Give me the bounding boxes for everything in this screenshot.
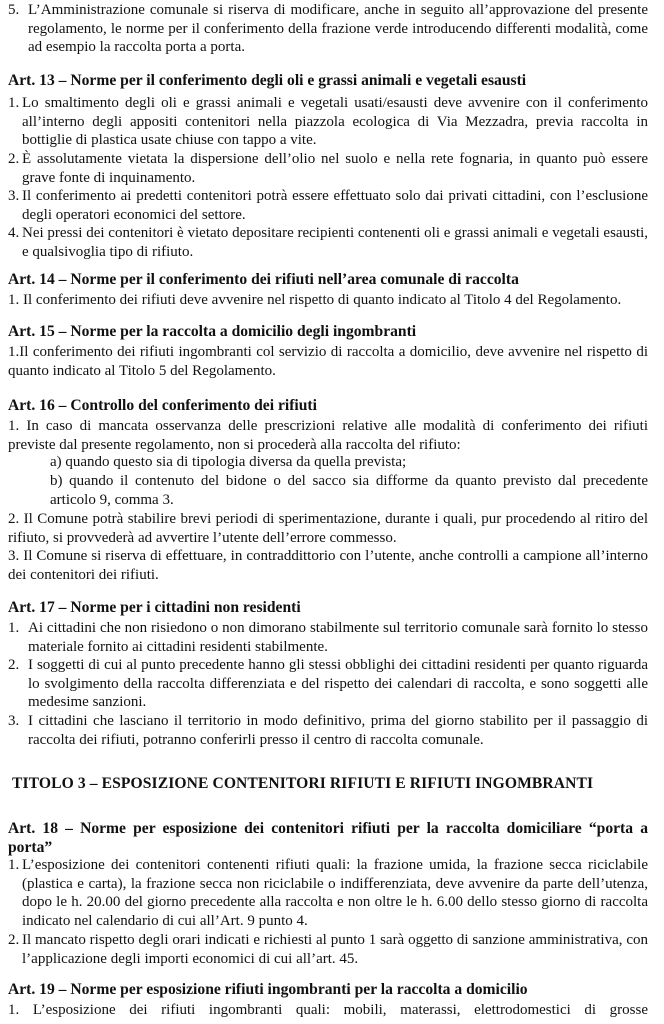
sub-item: b) quando il contenuto del bidone o del sacco sia difforme da quanto previsto dal precedente articolo 9, comma 3. <box>50 473 648 508</box>
item-number: 5. <box>8 2 20 18</box>
item-text: Il mancato rispetto degli orari indicati e richiesti al punto 1 sarà oggetto di sanzione amministrativa, con l’applicazione degli importi economici di cui all’art. 45. <box>22 932 648 967</box>
article-title: Art. 15 – Norme per la raccolta a domicilio degli ingombranti <box>8 323 417 340</box>
item-number: 2. <box>8 151 20 167</box>
list-item <box>8 1 648 57</box>
item-number: 3. <box>8 188 20 204</box>
article-title: Art. 18 – Norme per esposizione dei contenitori rifiuti per la raccolta domiciliare “porta a porta” <box>8 820 648 856</box>
list-item <box>8 712 648 749</box>
item-number: 1. <box>8 95 20 111</box>
article-title: Art. 16 – Controllo del conferimento dei rifiuti <box>8 397 317 414</box>
list-item <box>8 656 648 712</box>
section-heading: TITOLO 3 – ESPOSIZIONE CONTENITORI RIFIUTI E RIFIUTI INGOMBRANTI <box>12 775 594 792</box>
article-paragraph: 1. In caso di mancata osservanza delle prescrizioni relative alle modalità di conferimento dei rifiuti previste dal presente regolamento, non si procederà alla raccolta del rifiuto: <box>8 418 648 453</box>
article-text: 1.Il conferimento dei rifiuti ingombranti col servizio di raccolta a domicilio, deve avvenire nel rispetto di quanto indicato al Titolo 5 del Regolamento. <box>8 344 648 379</box>
article-text: 1. Il conferimento dei rifiuti deve avvenire nel rispetto di quanto indicato al Titolo 4 del Regolamento. <box>8 292 622 308</box>
item-number: 3. <box>8 713 20 729</box>
item-text: Lo smaltimento degli oli e grassi animali e vegetali usati/esausti deve avvenire con il conferimento all’interno degli appositi contenitori nella piazzola ecologica di Via Mezzadra, previa raccolta in bottiglie di plastica usate chiuse con tappo a vite. <box>22 95 648 148</box>
article-title: Art. 17 – Norme per i cittadini non residenti <box>8 599 301 616</box>
item-text: È assolutamente vietata la dispersione dell’olio nel suolo e nella rete fognaria, in quanto può essere grave fonte di inquinamento. <box>22 151 648 186</box>
item-text: Il conferimento ai predetti contenitori potrà essere effettuato solo dai privati cittadini, con l’esclusione degli operatori economici del settore. <box>22 188 648 223</box>
item-number: 1. <box>8 620 20 636</box>
item-number: 4. <box>8 225 20 241</box>
article-paragraph: 3. Il Comune si riserva di effettuare, in contraddittorio con l’utente, anche controlli a campione all’interno dei contenitori dei rifiuti. <box>8 548 648 583</box>
item-text: I soggetti di cui al punto precedente hanno gli stessi obblighi dei cittadini residenti per quanto riguarda lo svolgimento della raccolta differenziata e del rispetto dei calendari di raccolta, e sono soggetti alle medesime sanzioni. <box>28 657 648 710</box>
sub-item: a) quando questo sia di tipologia diversa da quella prevista; <box>50 454 407 470</box>
item-text: I cittadini che lasciano il territorio in modo definitivo, prima del giorno stabilito per il passaggio di raccolta dei rifiuti, potranno conferirli presso il centro di raccolta comunale. <box>28 713 648 748</box>
list-item <box>8 187 648 224</box>
list-item <box>8 931 648 968</box>
item-text: Ai cittadini che non risiedono o non dimorano stabilmente sul territorio comunale sarà fornito lo stesso materiale fornito ai cittadini residenti stabilmente. <box>28 620 648 655</box>
article-title: Art. 13 – Norme per il conferimento degli oli e grassi animali e vegetali esausti <box>8 72 527 89</box>
article-title: Art. 14 – Norme per il conferimento dei rifiuti nell’area comunale di raccolta <box>8 271 519 288</box>
article-title: Art. 19 – Norme per esposizione rifiuti ingombranti per la raccolta a domicilio <box>8 981 528 998</box>
list-item <box>8 150 648 187</box>
list-item <box>8 619 648 656</box>
list-item <box>8 224 648 261</box>
item-text: L’esposizione dei contenitori contenenti rifiuti quali: la frazione umida, la frazione secca riciclabile (plastica e carta), la frazione secca non riciclabile o indifferenziata, deve avvenire da parte dell’utenza, dopo le h. 20.00 del giorno precedente alla raccolta e non oltre le h. 6.00 dello stesso giorno di raccolta indicato nel calendario di cui all’Art. 9 punto 4. <box>22 857 648 929</box>
article-text: 1. L’esposizione dei rifiuti ingombranti quali: mobili, materassi, elettrodomestici di grosse <box>8 1002 648 1018</box>
item-number: 1. <box>8 857 20 873</box>
item-text: L’Amministrazione comunale si riserva di modificare, anche in seguito all’approvazione del presente regolamento, le norme per il conferimento della frazione verde introducendo differenti modalità, come ad esempio la raccolta porta a porta. <box>28 2 648 55</box>
list-item <box>8 856 648 930</box>
list-item <box>8 94 648 150</box>
item-number: 2. <box>8 932 20 948</box>
article-paragraph: 2. Il Comune potrà stabilire brevi periodi di sperimentazione, durante i quali, pur procedendo al ritiro del rifiuto, si provvederà ad avvertire l’utente dell’errore commesso. <box>8 511 648 546</box>
item-text: Nei pressi dei contenitori è vietato depositare recipienti contenenti oli e grassi animali e vegetali esausti, e qualsivoglia tipo di rifiuto. <box>22 225 648 260</box>
item-number: 2. <box>8 657 20 673</box>
